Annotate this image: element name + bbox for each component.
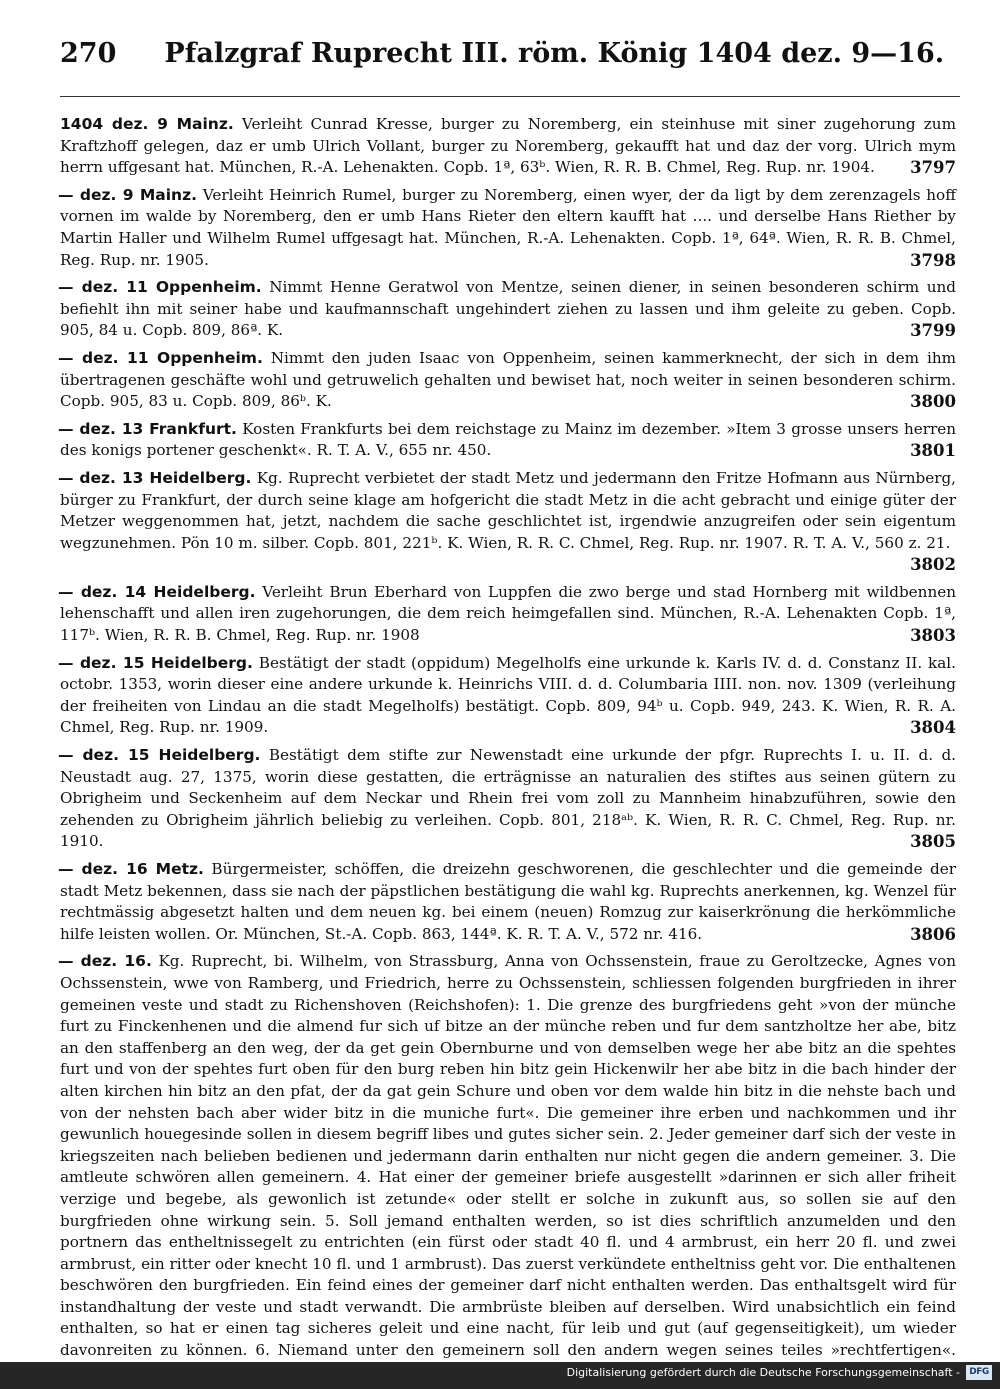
- entry-text: Bestätigt dem stifte zur Newenstadt eine urkunde der pfgr. Ruprechts I. u. II. d. d. Neustadt aug. 27, 1375, worin diese gestatten, die erträgnisse an naturalien des stiftes aus seinen gütern zu Obrigheim und Seckenheim auf dem Neckar und Rhein frei vom zoll zu Mannheim hinabzuführen, sowie den zehenden zu Obrigheim jährlich beliebig zu verleihen. Copb. 801, 218ᵃᵇ. K. Wien, R. R. C. Chmel, Reg. Rup. nr. 1910.: [60, 746, 957, 851]
- entry-text: Verleiht Cunrad Kresse, burger zu Noremberg, ein steinhuse mit siner zugehorung zum Kraftzhoff gelegen, daz er umb Ulrich Vollant, burger zu Noremberg, gekaufft hat und daz der vorg. Ulrich mym herrn uffgesant hat. München, R.-A. Lehenakten. Copb. 1ª, 63ᵇ. Wien, R. R. B. Chmel, Reg. Rup. nr. 1904.: [60, 115, 956, 177]
- entry-date: — dez. 14 Heidelberg.: [58, 582, 256, 601]
- regest-entry: [60, 114, 956, 179]
- regest-entry: [60, 745, 956, 853]
- regest-entry: [60, 468, 956, 576]
- entry-date: — dez. 16.: [58, 952, 152, 971]
- entry-date: — dez. 13 Frankfurt.: [58, 419, 237, 438]
- entry-text: Verleiht Heinrich Rumel, burger zu Noremberg, einen wyer, der da ligt by dem zerenzagels hoff vornen im walde by Noremberg, den er umb Hans Rieter den eltern kaufft hat .... und derselbe Hans Riether by Martin Haller und Wilhelm Rumel uffgesagt hat. München, R.-A. Lehenakten. Copb. 1ª, 64ª. Wien, R. R. B. Chmel, Reg. Rup. nr. 1905.: [60, 185, 956, 269]
- entry-date: — dez. 15 Heidelberg.: [58, 746, 261, 765]
- entry-text: Kg. Ruprecht verbietet der stadt Metz und jedermann den Fritze Hofmann aus Nürnberg, bürger zu Frankfurt, der durch seine klage am hofgericht die stadt Metz in die acht gebracht und einige güter der Metzer weggenommen hat, jetzt, nachdem die sache geschlichtet ist, irgendwie anzugreifen oder sein eigentum wegzunehmen. Pön 10 m. silber. Copb. 801, 221ᵇ. K. Wien, R. R. C. Chmel, Reg. Rup. nr. 1907. R. T. A. V., 560 z. 21.: [60, 468, 957, 552]
- entry-number: 3797: [910, 158, 956, 178]
- entry-text: Nimmt den juden Isaac von Oppenheim, seinen kammerknecht, der sich in dem ihm übertragenen geschäfte wohl und getruwelich gehalten und bewiset hat, noch weiter in seinen besonderen schirm. Copb. 905, 83 u. Copb. 809, 86ᵇ. K.: [60, 348, 957, 411]
- entry-number: 3801: [910, 441, 956, 461]
- entry-text: Nimmt Henne Geratwol von Mentze, seinen diener, in seinen besonderen schirm und befiehlt ihn mit seiner habe und kaufmannschaft ungehindert ziehen zu lassen und ihm geleite zu geben. Copb. 905, 84 u. Copb. 809, 86ª. K.: [60, 278, 956, 340]
- entry-text: Kg. Ruprecht, bi. Wilhelm, von Strassburg, Anna von Ochssenstein, fraue zu Geroltzecke, Agnes von Ochssenstein, wwe von Ramberg, und Friedrich, herre zu Ochssenstein, schliessen folgenden burgfrieden in ihrer gemeinen veste und stadt zu Richenshoven (Reichshofen): 1. Die grenze des burgfriedens geht »von der münche furt zu Finckenhenen und die almend fur sich uf bitze an der münche reben und fur dem santzholtze her abe, bitz an den staffenberg an den weg, der da get gein Obernburne und von demselben wege her abe bitz an die spehtes furt und von der spehtes furt oben für den burg reben hin bitz gein Hickenwilr her abe bitz in die bach hinder der alten kirchen hin bitz an den pfat, der da gat gein Schure und oben vor dem walde hin bitz in die nehste bach und von der nehsten bach aber wider bitz in die muniche furt«. Die gemeiner ihre erben und nachkommen und ihr gewunlich houegesinde sollen in diesem begriff libes und gutes sicher sein. 2. Jeder gemeiner darf sich der veste in kriegszeiten nach belieben bedienen und jedermann darin enthalten nur nicht gegen die andern gemeiner. 3. Die amtleute schwören allen gemeinern. 4. Hat einer der gemeiner briefe ausgestellt »darinnen er sich aller friheit verzige und begebe, als gewonlich ist zetunde« oder stellt er solche in zukunft aus, so sollen sie auf den burgfrieden ohne wirkung sein. 5. Soll jemand enthalten werden, so ist dies schriftlich anzumelden und den portnern das entheltnissegelt zu entrichten (ein fürst oder stadt 40 fl. und 4 armbrust, ein herr 20 fl. und zwei armbrust, ein ritter oder knecht 10 fl. und 1 armbrust). Das zuerst verkündete entheltniss geht vor. Die enthaltenen beschwören den burgfrieden. Ein feind eines der gemeiner darf nicht enthalten werden. Das enthaltsgelt wird für instandhaltung der veste und stadt verwandt. Die armbrüste bleiben auf derselben. Wird unabsichtlich ein feind enthalten, so hat er einen tag sicheres geleit und eine nacht, für leib und gut (auf gegenseitigkeit), um wieder davonreiten zu können. 6. Niemand unter den gemeinern soll den andern wegen seines teiles »rechtfertigen«.: [60, 952, 956, 1360]
- page-number: 270: [60, 38, 117, 69]
- regest-entry: [60, 348, 956, 413]
- entry-number: 3799: [910, 321, 956, 341]
- entry-text: Bestätigt der stadt (oppidum) Megelholfs eine urkunde k. Karls IV. d. d. Constanz II. kal. octobr. 1353, worin dieser eine andere urkunde k. Heinrichs VIII. d. d. Columbaria IIII. non. nov. 1309 (verleihung der freiheiten von Lindau an die stadt Megelholfs) bestätigt. Copb. 809, 94ᵇ u. Copb. 949, 243. K. Wien, R. R. A. Chmel, Reg. Rup. nr. 1909.: [60, 653, 956, 737]
- page-header: [60, 30, 960, 78]
- entry-date: — dez. 15 Heidelberg.: [58, 653, 253, 672]
- entry-date: — dez. 13 Heidelberg.: [58, 468, 252, 487]
- entry-number: 3803: [910, 626, 956, 646]
- regest-entry: [60, 653, 956, 739]
- regest-entry: [60, 419, 956, 462]
- entry-number: 3806: [910, 924, 956, 944]
- entry-date: — dez. 16 Metz.: [58, 860, 204, 878]
- dfg-logo: DFG: [966, 1365, 992, 1380]
- entry-number: 3800: [910, 392, 956, 412]
- entry-text: Verleiht Brun Eberhard von Luppfen die zwo berge und stad Hornberg mit wildbennen lehenschafft und allen iren zugehorungen, die dem reich heimgefallen sind. München, R.-A. Lehenakten Copb. 1ª, 117ᵇ. Wien, R. R. B. Chmel, Reg. Rup. nr. 1908: [60, 582, 957, 645]
- regest-entry: [60, 951, 956, 1383]
- entry-number: 3802: [910, 555, 956, 575]
- entry-date: — dez. 9 Mainz.: [58, 185, 197, 204]
- regest-entries: [60, 114, 956, 1389]
- entry-number: 3804: [910, 718, 956, 738]
- entry-date: — dez. 11 Oppenheim.: [58, 278, 262, 297]
- page-title: Pfalzgraf Ruprecht III. röm. König 1404 dez. 9—16.: [164, 38, 945, 69]
- entry-date: — dez. 11 Oppenheim.: [58, 348, 263, 367]
- regest-entry: [60, 859, 956, 945]
- entry-number: 3798: [910, 250, 956, 270]
- funding-notice: Digitalisierung gefördert durch die Deutsche Forschungsgemeinschaft -: [566, 1366, 960, 1379]
- entry-number: 3805: [910, 832, 956, 852]
- entry-text: Kosten Frankfurts bei dem reichstage zu Mainz im dezember. »Item 3 grosse unsers herren des konigs portener geschenkt«. R. T. A. V., 655 nr. 450.: [60, 419, 957, 460]
- header-rule: [60, 96, 960, 97]
- entry-text: Bürgermeister, schöffen, die dreizehn geschworenen, die geschlechter und die gemeinde der stadt Metz bekennen, dass sie nach der päpstlichen bestätigung die wahl kg. Ruprechts anerkennen, kg. Wenzel für rechtmässig abgesetzt halten und dem neuen kg. bei einem (neuen) Romzug zur kaiserkrönung die herkömmliche hilfe leisten wollen. Or. München, St.-A. Copb. 863, 144ª. K. R. T. A. V., 572 nr. 416.: [60, 860, 956, 943]
- entry-date: 1404 dez. 9 Mainz.: [60, 115, 234, 133]
- regest-entry: [60, 185, 956, 271]
- footer-bar: [0, 1362, 1000, 1385]
- regest-entry: [60, 277, 956, 342]
- regest-entry: [60, 582, 956, 647]
